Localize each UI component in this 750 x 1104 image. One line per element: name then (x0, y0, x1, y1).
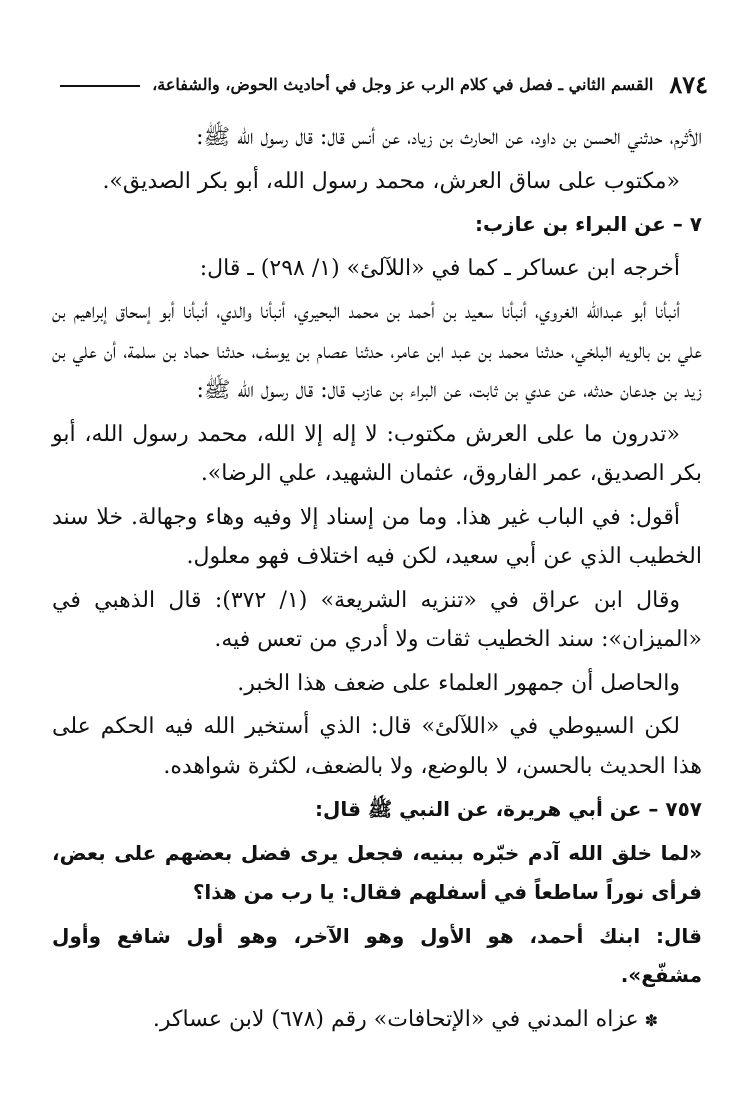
paragraph-isnad: أنبأنا أبو عبدالله الغروي، أنبأنا سعيد بن أحمد بن محمد البحيري، أنبأنا والدي، أنبأنا أبو إسحاق إبراهيم بن علي بن بالويه البلخي، حدثنا محمد بن عبد ابن عامر، حدثنا عصام بن يوسف، حدثنا حماد بن سلمة، أن علي بن زيد بن جدعان حدثه، عن عدي بن ثابت، عن البراء بن عازب قال: قال رسول الله ﷺ: (52, 299, 702, 403)
paragraph-commentary: أقول: في الباب غير هذا. وما من إسناد إلا وفيه وهاء وجهالة. خلا سند الخطيب الذي عن أبي سعيد، لكن فيه اختلاف فهو معلول. (52, 504, 702, 569)
paragraph-commentary: والحاصل أن جمهور العلماء على ضعف هذا الخبر. (237, 670, 680, 696)
paragraph-commentary: لكن السيوطي في «اللآلئ» قال: الذي أستخير الله فيه الحكم على هذا الحديث بالحسن، لا بالوضع، ولا بالضعف، لكثرة شواهده. (52, 714, 702, 779)
paragraph-source: أخرجه ابن عساكر ـ كما في «اللآلئ» (١/ ٢٩٨) ـ قال: (199, 255, 680, 281)
hadith-text-bold: قال: ابنك أحمد، هو الأول وهو الآخر، وهو أول شافع وأول مشفّع». (52, 923, 702, 987)
paragraph-isnad-continuation: الأثرم، حدثني الحسن بن داود، عن الحارث بن زياد، عن أنس قال: قال رسول الله ﷺ: (196, 125, 702, 150)
hadith-text-bold: «لما خلق الله آدم خبّره ببنيه، فجعل يرى فضل بعضهم على بعض، فرأى نوراً ساطعاً في أسفلهم فقال: يا رب من هذا؟ (52, 840, 702, 904)
page-body (52, 118, 702, 1044)
note-paragraph (52, 1000, 702, 1041)
hadith-text: «تدرون ما على العرش مكتوب: لا إله إلا الله، محمد رسول الله، أبو بكر الصديق، عمر الفاروق، عثمان الشهيد، علي الرضا». (52, 421, 702, 486)
section-heading: ٧ – عن البراء بن عازب: (474, 212, 702, 236)
page-number: ٨٧٤ (669, 69, 708, 99)
hadith-number-heading: ٧٥٧ – عن أبي هريرة، عن النبي ﷺ قال: (315, 797, 702, 821)
paragraph-commentary: وقال ابن عراق في «تنزيه الشريعة» (١/ ٣٧٢): قال الذهبي في «الميزان»: سند الخطيب ثقات ولا أدري من تعس فيه. (52, 587, 702, 652)
asterism-icon: ✽ (644, 1010, 658, 1030)
hadith-text: «مكتوب على ساق العرش، محمد رسول الله، أبو بكر الصديق». (102, 168, 680, 194)
running-title: القسم الثاني ـ فصل في كلام الرب عز وجل في أحاديث الحوض، والشفاعة، (152, 74, 654, 94)
note-text: عزاه المدني في «الإتحافات» رقم (٦٧٨) لابن عساكر. (152, 1006, 639, 1032)
header-rule (60, 85, 140, 87)
page-header (60, 66, 708, 102)
